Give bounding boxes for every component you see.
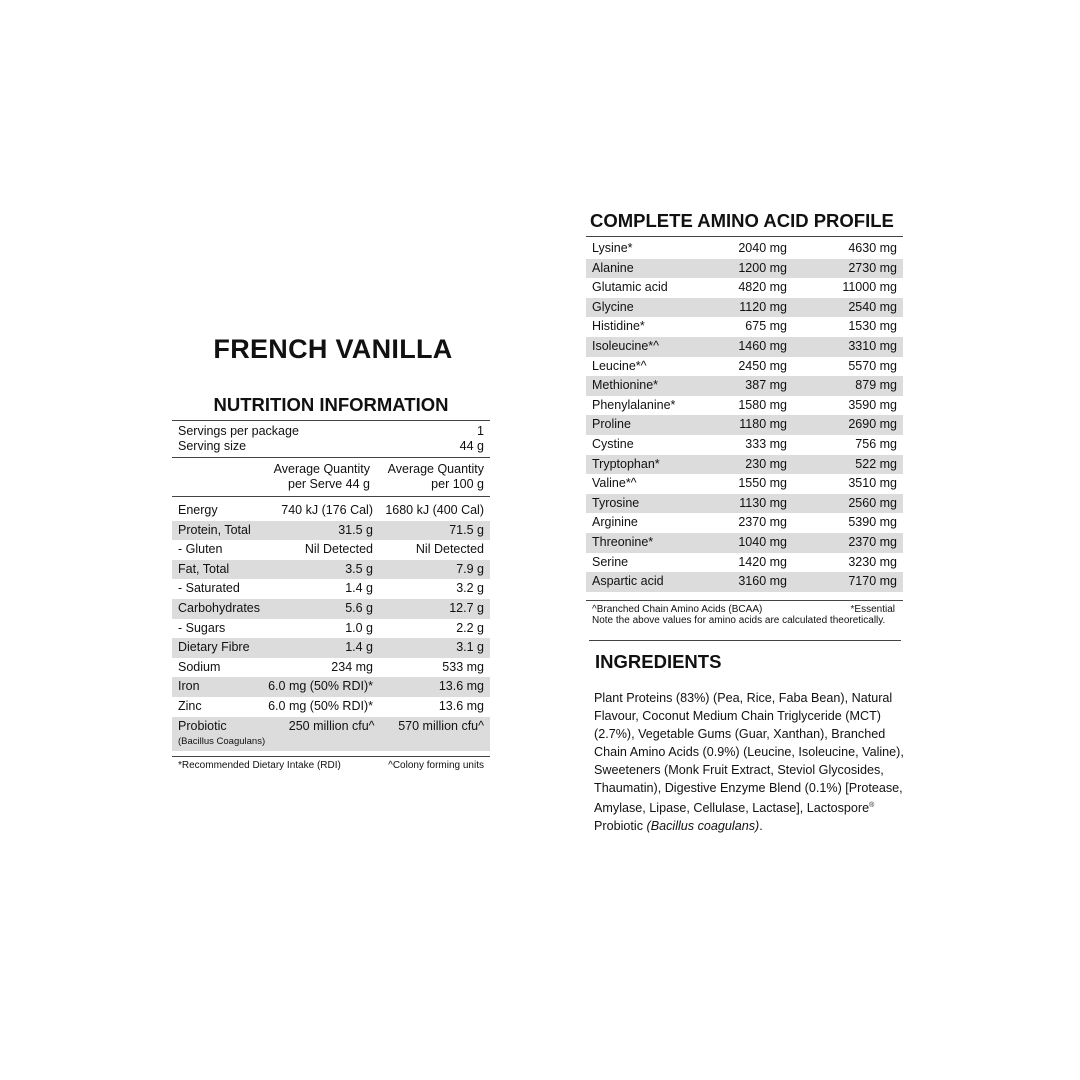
per-serve-value: 31.5 g bbox=[338, 522, 373, 537]
amino-name: Tyrosine bbox=[592, 495, 640, 510]
serving-size-value: 44 g bbox=[459, 439, 484, 453]
nutrition-footnotes bbox=[172, 756, 490, 771]
per-serve-value: 6.0 mg (50% RDI)* bbox=[268, 679, 373, 694]
per-serve-value: 1580 mg bbox=[738, 397, 787, 412]
table-row bbox=[586, 572, 903, 592]
table-row bbox=[172, 638, 490, 658]
per-100g-value: 2.2 g bbox=[456, 620, 484, 635]
per-serve-value: 1120 mg bbox=[739, 299, 787, 314]
per-serve-value: 250 million cfu^ bbox=[288, 718, 375, 733]
per-serve-value: 387 mg bbox=[745, 378, 787, 393]
table-row bbox=[586, 357, 903, 377]
nutrition-column-headers bbox=[172, 458, 490, 497]
per-serve-value: 333 mg bbox=[745, 436, 787, 451]
amino-name: Threonine* bbox=[592, 534, 654, 549]
per-100g-value: 2690 mg bbox=[848, 417, 897, 432]
amino-name: Phenylalanine* bbox=[592, 397, 676, 412]
servings-label: Servings per package bbox=[178, 424, 299, 438]
ingredients-probiotic-species: (Bacillus coagulans) bbox=[646, 819, 760, 834]
amino-name: Cystine bbox=[592, 436, 634, 451]
table-row bbox=[172, 599, 490, 619]
ingredients-panel bbox=[589, 640, 904, 835]
table-row bbox=[172, 501, 490, 521]
per-100g-value: 71.5 g bbox=[449, 522, 484, 537]
per-100g-value: 3.2 g bbox=[456, 581, 484, 596]
amino-name: Serine bbox=[592, 554, 629, 569]
servings-block bbox=[172, 424, 490, 458]
amino-name: Arginine bbox=[592, 515, 638, 530]
per-100g-value: 3310 mg bbox=[848, 338, 897, 353]
amino-footnotes bbox=[586, 600, 903, 626]
nutrient-name: Dietary Fibre bbox=[178, 640, 250, 655]
table-row bbox=[586, 435, 903, 455]
per-serve-value: 4820 mg bbox=[738, 280, 787, 295]
amino-name: Leucine*^ bbox=[592, 358, 647, 373]
nutrient-name: Probiotic bbox=[178, 718, 227, 733]
nutrition-title: NUTRITION INFORMATION bbox=[172, 394, 490, 421]
per-serve-value: 2040 mg bbox=[738, 241, 787, 255]
table-row bbox=[172, 619, 490, 639]
servings-value: 1 bbox=[477, 424, 484, 438]
per-serve-value: 230 mg bbox=[745, 456, 787, 471]
table-row bbox=[172, 579, 490, 599]
per-100g-value: 533 mg bbox=[442, 659, 484, 674]
table-row bbox=[586, 533, 903, 553]
per-serve-value: 1460 mg bbox=[738, 338, 787, 353]
ingredients-text bbox=[594, 689, 912, 835]
table-row bbox=[172, 560, 490, 580]
amino-title: COMPLETE AMINO ACID PROFILE bbox=[586, 210, 903, 237]
nutrient-name: Sodium bbox=[178, 659, 221, 674]
nutrient-name: - Sugars bbox=[178, 620, 226, 635]
per-serve-value: 1180 mg bbox=[739, 417, 787, 432]
amino-acid-panel bbox=[586, 210, 903, 626]
product-title: FRENCH VANILLA bbox=[213, 334, 453, 364]
per-serve-value: 740 kJ (176 Cal) bbox=[281, 503, 373, 517]
per-100g-value: 3590 mg bbox=[848, 397, 897, 412]
nutrition-rows bbox=[172, 501, 490, 751]
per-100g-value: 11000 mg bbox=[842, 280, 897, 295]
per-100g-value: 7.9 g bbox=[456, 561, 484, 576]
per-100g-value: 1680 kJ (400 Cal) bbox=[385, 503, 484, 517]
serving-size-row bbox=[172, 439, 490, 454]
table-row bbox=[172, 540, 490, 560]
nutrient-name: Iron bbox=[178, 679, 200, 694]
ingredients-main: Plant Proteins (83%) (Pea, Rice, Faba Bean), Natural Flavour, Coconut Medium Chain Triglyceride (MCT) (2.7%), Vegetable Gums (Guar, Xanthan), Branched Chain Amino Acids (0.9%) (Leucine, Isoleucine, Valine), Sweeteners (Monk Fruit Extract, Steviol Glycosides, Thaumatin), Digestive Enzyme Blend (0.1%) [Protease, Amylase, Lipase, Cellulase, Lactase], Lactospore bbox=[594, 691, 904, 816]
per-100g-value: Nil Detected bbox=[415, 542, 484, 557]
per-serve-value: 1130 mg bbox=[739, 495, 787, 510]
table-row bbox=[586, 239, 903, 259]
table-row bbox=[586, 494, 903, 514]
per-100g-value: 1530 mg bbox=[848, 319, 897, 334]
nutrient-name-cell bbox=[178, 718, 265, 751]
table-row bbox=[586, 259, 903, 279]
table-row bbox=[586, 513, 903, 533]
per-100g-value: 756 mg bbox=[855, 436, 897, 451]
per-100g-value: 879 mg bbox=[855, 378, 897, 393]
per-serve-value: 1420 mg bbox=[738, 554, 787, 569]
per-100g-value: 522 mg bbox=[855, 456, 897, 471]
amino-name: Glutamic acid bbox=[592, 280, 668, 295]
table-row bbox=[172, 658, 490, 678]
serving-size-label: Serving size bbox=[178, 439, 247, 453]
per-100g-value: 5390 mg bbox=[848, 515, 897, 530]
per-100g-value: 3510 mg bbox=[848, 476, 897, 491]
ingredients-end: . bbox=[759, 819, 763, 834]
per-serve-value: 2370 mg bbox=[738, 515, 787, 530]
per-serve-value: Nil Detected bbox=[304, 542, 373, 557]
per-100g-value: 7170 mg bbox=[848, 574, 897, 589]
amino-name: Proline bbox=[592, 417, 631, 432]
per-serve-value: 1.0 g bbox=[345, 620, 373, 635]
table-row bbox=[586, 278, 903, 298]
table-row bbox=[172, 521, 490, 541]
column-header-per-serve-line2: per Serve 44 g bbox=[288, 477, 370, 491]
column-header-blank bbox=[178, 462, 256, 492]
ingredients-probiotic: Probiotic bbox=[594, 819, 647, 834]
column-header-per-serve bbox=[256, 462, 370, 492]
ingredients-title: INGREDIENTS bbox=[589, 640, 901, 673]
nutrient-subname: (Bacillus Coagulans) bbox=[178, 735, 266, 747]
per-serve-value: 5.6 g bbox=[345, 600, 373, 615]
amino-name: Isoleucine*^ bbox=[592, 338, 660, 353]
table-row bbox=[172, 677, 490, 697]
footnote-bcaa: ^Branched Chain Amino Acids (BCAA) bbox=[592, 603, 763, 615]
amino-name: Glycine bbox=[592, 299, 634, 314]
per-serve-value: 1040 mg bbox=[738, 534, 787, 549]
servings-row bbox=[172, 424, 490, 439]
amino-name: Alanine bbox=[592, 260, 634, 275]
per-100g-value: 3.1 g bbox=[456, 640, 484, 655]
per-100g-value: 2560 mg bbox=[848, 495, 897, 510]
nutrient-name: Energy bbox=[178, 503, 218, 517]
column-header-per-100g bbox=[370, 462, 484, 492]
per-100g-value: 2540 mg bbox=[848, 299, 897, 314]
nutrient-name: Zinc bbox=[178, 698, 202, 713]
per-serve-value: 3.5 g bbox=[345, 561, 373, 576]
per-serve-value: 2450 mg bbox=[738, 358, 787, 373]
nutrient-name: - Saturated bbox=[178, 581, 240, 596]
per-serve-value: 1200 mg bbox=[738, 260, 787, 275]
table-row bbox=[586, 455, 903, 475]
amino-name: Methionine* bbox=[592, 378, 659, 393]
table-row bbox=[586, 376, 903, 396]
amino-name: Aspartic acid bbox=[592, 574, 664, 589]
footnote-essential: *Essential bbox=[850, 603, 895, 615]
footnote-cfu: ^Colony forming units bbox=[388, 759, 484, 771]
per-serve-value: 3160 mg bbox=[738, 574, 787, 589]
table-row bbox=[172, 697, 490, 717]
nutrient-name: Protein, Total bbox=[178, 522, 251, 537]
table-row bbox=[586, 553, 903, 573]
per-serve-value: 675 mg bbox=[745, 319, 787, 334]
table-row bbox=[586, 337, 903, 357]
table-row bbox=[172, 717, 490, 751]
registered-mark: ® bbox=[869, 802, 875, 809]
amino-footnote-line bbox=[592, 604, 895, 615]
nutrition-panel bbox=[172, 394, 490, 771]
table-row bbox=[586, 298, 903, 318]
column-header-per-100g-line2: per 100 g bbox=[431, 477, 484, 491]
column-header-per-serve-line1: Average Quantity bbox=[273, 462, 370, 476]
per-100g-value: 3230 mg bbox=[848, 554, 897, 569]
per-serve-value: 6.0 mg (50% RDI)* bbox=[268, 698, 373, 713]
per-100g-value: 12.7 g bbox=[449, 600, 484, 615]
footnote-rdi: *Recommended Dietary Intake (RDI) bbox=[178, 759, 341, 771]
per-100g-value: 2730 mg bbox=[848, 260, 897, 275]
per-100g-value: 570 million cfu^ bbox=[398, 718, 484, 733]
amino-name: Tryptophan* bbox=[592, 456, 660, 471]
per-100g-value: 2370 mg bbox=[848, 534, 897, 549]
footnote-theoretical: Note the above values for amino acids are calculated theoretically. bbox=[592, 614, 886, 626]
per-100g-value: 13.6 mg bbox=[438, 679, 484, 694]
per-100g-value: 4630 mg bbox=[848, 241, 897, 255]
per-serve-value: 234 mg bbox=[331, 659, 373, 674]
nutrient-name: Carbohydrates bbox=[178, 600, 260, 615]
per-serve-value: 1550 mg bbox=[738, 476, 787, 491]
table-row bbox=[586, 474, 903, 494]
per-100g-value: 13.6 mg bbox=[438, 698, 484, 713]
per-100g-value: 5570 mg bbox=[848, 358, 897, 373]
amino-name: Valine*^ bbox=[592, 476, 637, 491]
amino-name: Lysine* bbox=[592, 241, 633, 255]
table-row bbox=[586, 317, 903, 337]
amino-name: Histidine* bbox=[592, 319, 645, 334]
per-serve-value: 1.4 g bbox=[345, 581, 373, 596]
nutrient-name: Fat, Total bbox=[178, 561, 230, 576]
nutrient-name: - Gluten bbox=[178, 542, 223, 557]
column-header-per-100g-line1: Average Quantity bbox=[387, 462, 484, 476]
table-row bbox=[586, 415, 903, 435]
table-row bbox=[586, 396, 903, 416]
per-serve-value: 1.4 g bbox=[345, 640, 373, 655]
